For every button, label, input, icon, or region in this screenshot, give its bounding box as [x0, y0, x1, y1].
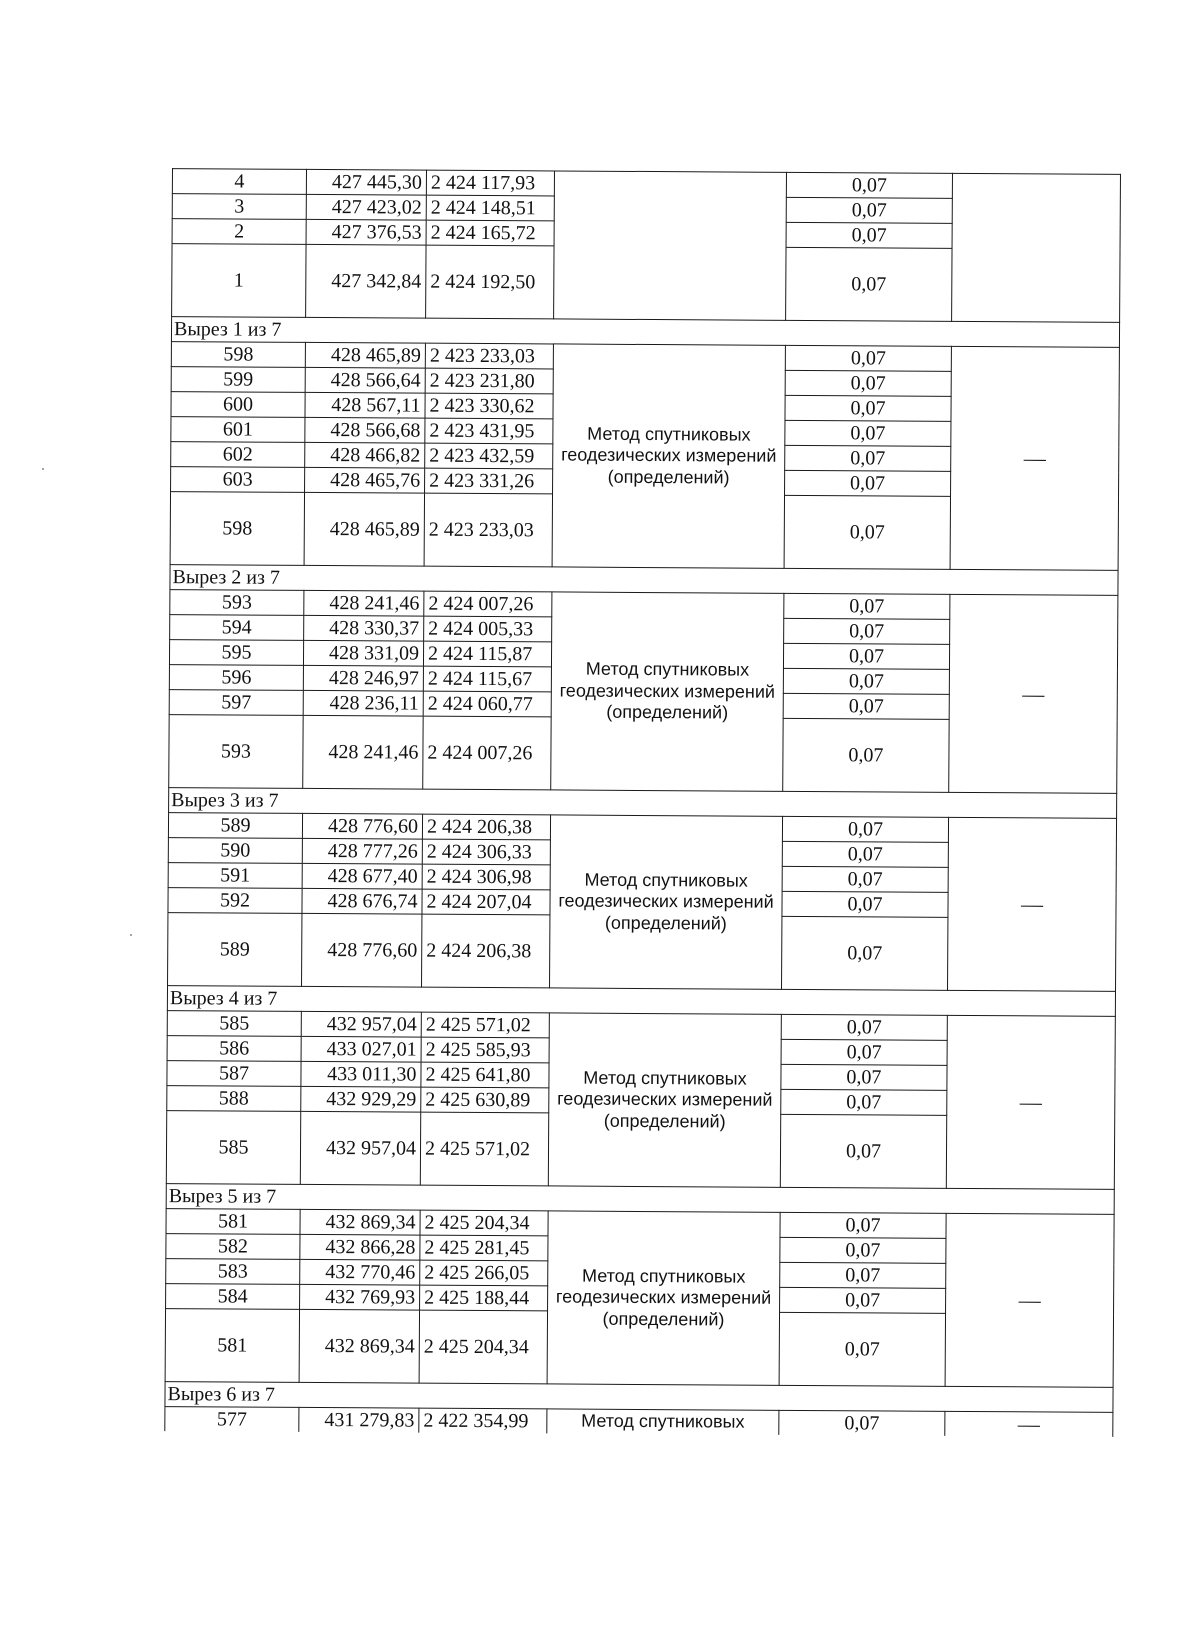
coord-x: 432 869,34	[299, 1309, 419, 1383]
section-title: Вырез 5 из 7	[166, 1184, 1114, 1215]
coord-x: 428 331,09	[303, 640, 423, 666]
point-number: 1	[172, 244, 306, 318]
coord-y: 2 423 432,59	[425, 443, 553, 469]
point-number: 592	[168, 888, 302, 914]
coord-x: 432 866,28	[300, 1234, 420, 1260]
point-number: 586	[167, 1036, 301, 1062]
coord-y: 2 425 266,05	[420, 1260, 548, 1286]
accuracy-value: 0,07	[781, 1014, 947, 1040]
accuracy-value: 0,07	[786, 222, 952, 248]
coord-x: 428 241,46	[304, 590, 424, 616]
accuracy-value: 0,07	[781, 1039, 947, 1065]
coord-x: 431 279,83	[299, 1407, 419, 1432]
coord-y: 2 423 330,62	[425, 393, 553, 419]
coord-x: 428 566,68	[305, 417, 425, 443]
point-number: 600	[171, 392, 305, 418]
document-page	[164, 168, 1120, 1437]
method-cell: Метод спутниковых геодезических измерений (определений)	[552, 344, 785, 568]
coord-x: 427 423,02	[306, 194, 426, 220]
accuracy-value: 0,07	[781, 1064, 947, 1090]
accuracy-value: 0,07	[781, 1089, 947, 1115]
coord-x: 432 957,04	[300, 1111, 420, 1185]
accuracy-value: 0,07	[780, 1237, 946, 1263]
coord-y: 2 422 354,99	[419, 1408, 547, 1433]
accuracy-value: 0,07	[785, 420, 951, 446]
coord-x: 428 465,76	[305, 467, 425, 493]
point-number: 577	[165, 1407, 299, 1432]
coord-y: 2 423 331,26	[425, 468, 553, 494]
point-number: 601	[171, 417, 305, 443]
coord-y: 2 425 585,93	[421, 1037, 549, 1063]
coord-x: 428 777,26	[302, 838, 422, 864]
coord-y: 2 424 115,67	[423, 666, 551, 692]
accuracy-value: 0,07	[780, 1212, 946, 1238]
accuracy-value: 0,07	[785, 470, 951, 496]
accuracy-value: 0,07	[782, 816, 948, 842]
coord-x: 433 011,30	[301, 1061, 421, 1087]
point-number: 582	[166, 1234, 300, 1260]
coord-y: 2 425 630,89	[421, 1087, 549, 1113]
coord-y: 2 425 641,80	[421, 1062, 549, 1088]
coord-x: 432 929,29	[301, 1086, 421, 1112]
coord-x: 428 776,60	[302, 813, 422, 839]
point-number: 597	[169, 690, 303, 716]
accuracy-value: 0,07	[783, 668, 949, 694]
coord-x: 428 566,64	[305, 367, 425, 393]
extra-cell	[952, 173, 1121, 322]
accuracy-value: 0,07	[780, 1262, 946, 1288]
coord-y: 2 424 206,38	[422, 814, 550, 840]
coord-x: 428 677,40	[302, 863, 422, 889]
accuracy-value: 0,07	[786, 172, 952, 198]
coord-y: 2 425 281,45	[420, 1235, 548, 1261]
accuracy-value: 0,07	[780, 1114, 946, 1188]
coord-x: 428 465,89	[305, 342, 425, 368]
coord-x: 432 957,04	[301, 1011, 421, 1037]
extra-cell: —	[946, 1015, 1115, 1189]
coord-y: 2 424 115,87	[423, 641, 551, 667]
coord-y: 2 424 206,38	[422, 914, 550, 988]
coord-y: 2 424 207,04	[422, 889, 550, 915]
accuracy-value: 0,07	[780, 1287, 946, 1313]
coord-x: 432 869,34	[300, 1209, 420, 1235]
coord-y: 2 424 005,33	[424, 616, 552, 642]
coord-x: 428 236,11	[303, 690, 423, 716]
coord-x: 428 466,82	[305, 442, 425, 468]
method-cell: Метод спутниковых геодезических измерений (определений)	[551, 592, 784, 791]
point-number: 603	[171, 467, 305, 493]
coord-y: 2 424 148,51	[426, 195, 554, 221]
point-number: 596	[169, 665, 303, 691]
coord-x: 427 376,53	[306, 219, 426, 245]
point-number: 588	[167, 1086, 301, 1112]
accuracy-value: 0,07	[783, 643, 949, 669]
point-number: 590	[168, 838, 302, 864]
point-number: 583	[166, 1259, 300, 1285]
accuracy-value: 0,07	[783, 718, 949, 792]
coord-y: 2 423 431,95	[425, 418, 553, 444]
accuracy-value: 0,07	[782, 891, 948, 917]
coord-x: 428 776,60	[302, 913, 422, 987]
accuracy-value: 0,07	[779, 1410, 945, 1436]
point-number: 598	[170, 492, 304, 566]
accuracy-value: 0,07	[783, 693, 949, 719]
coord-y: 2 424 007,26	[423, 716, 551, 790]
point-number: 584	[166, 1284, 300, 1310]
accuracy-value: 0,07	[782, 866, 948, 892]
point-number: 591	[168, 863, 302, 889]
extra-cell: —	[949, 594, 1118, 793]
coord-y: 2 424 192,50	[426, 245, 554, 319]
coord-y: 2 424 306,33	[422, 839, 550, 865]
point-number: 585	[166, 1111, 300, 1185]
accuracy-value: 0,07	[784, 495, 950, 569]
coord-y: 2 423 231,80	[425, 368, 553, 394]
coord-y: 2 424 060,77	[423, 691, 551, 717]
point-number: 589	[168, 813, 302, 839]
coord-y: 2 423 233,03	[425, 343, 553, 369]
table-row	[165, 1407, 1113, 1437]
accuracy-value: 0,07	[786, 197, 952, 223]
point-number: 599	[171, 367, 305, 393]
accuracy-value: 0,07	[785, 395, 951, 421]
method-cell: Метод спутниковых геодезических измерений (определений)	[548, 1013, 781, 1187]
point-number: 593	[169, 715, 303, 789]
point-number: 585	[167, 1011, 301, 1037]
extra-cell: —	[950, 346, 1119, 570]
coord-y: 2 425 571,02	[420, 1112, 548, 1186]
accuracy-value: 0,07	[785, 445, 951, 471]
point-number: 3	[172, 194, 306, 220]
method-cell: Метод спутниковых геодезических измерений (определений)	[547, 1211, 780, 1385]
coord-y: 2 424 117,93	[426, 170, 554, 196]
point-number: 598	[171, 342, 305, 368]
coord-x: 428 567,11	[305, 392, 425, 418]
coord-x: 427 445,30	[306, 169, 426, 195]
coord-y: 2 425 188,44	[420, 1285, 548, 1311]
coord-x: 432 770,46	[300, 1259, 420, 1285]
coord-x: 427 342,84	[306, 244, 426, 318]
section-title: Вырез 4 из 7	[167, 986, 1115, 1017]
coord-x: 433 027,01	[301, 1036, 421, 1062]
extra-cell: —	[945, 1411, 1113, 1437]
accuracy-value: 0,07	[784, 593, 950, 619]
extra-cell: —	[945, 1213, 1114, 1387]
accuracy-value: 0,07	[786, 247, 952, 321]
coord-x: 428 241,46	[303, 715, 423, 789]
coord-y: 2 425 204,34	[420, 1210, 548, 1236]
method-cell: Метод спутниковых геодезических измерений (определений)	[550, 815, 783, 989]
point-number: 594	[170, 615, 304, 641]
section-title: Вырез 2 из 7	[170, 565, 1118, 596]
coord-y: 2 424 007,26	[424, 591, 552, 617]
coord-y: 2 423 233,03	[424, 493, 552, 567]
coord-x: 432 769,93	[300, 1284, 420, 1310]
coord-x: 428 330,37	[304, 615, 424, 641]
point-number: 587	[167, 1061, 301, 1087]
section-title: Вырез 1 из 7	[171, 317, 1119, 348]
point-number: 593	[170, 590, 304, 616]
coord-y: 2 425 571,02	[421, 1012, 549, 1038]
coord-x: 428 246,97	[303, 665, 423, 691]
section-title: Вырез 6 из 7	[165, 1382, 1113, 1413]
point-number: 581	[165, 1309, 299, 1383]
accuracy-value: 0,07	[785, 370, 951, 396]
point-number: 602	[171, 442, 305, 468]
accuracy-value: 0,07	[785, 345, 951, 371]
accuracy-value: 0,07	[784, 618, 950, 644]
method-cell	[554, 171, 787, 320]
coord-x: 428 465,89	[304, 492, 424, 566]
point-number: 4	[172, 169, 306, 195]
scan-speck	[130, 934, 132, 936]
extra-cell: —	[948, 817, 1117, 991]
coord-y: 2 424 165,72	[426, 220, 554, 246]
accuracy-value: 0,07	[782, 916, 948, 990]
point-number: 2	[172, 219, 306, 245]
coord-y: 2 425 204,34	[419, 1310, 547, 1384]
method-cell: Метод спутниковых	[547, 1409, 779, 1435]
coord-y: 2 424 306,98	[422, 864, 550, 890]
point-number: 589	[168, 913, 302, 987]
point-number: 581	[166, 1209, 300, 1235]
point-number: 595	[169, 640, 303, 666]
coord-x: 428 676,74	[302, 888, 422, 914]
accuracy-value: 0,07	[779, 1312, 945, 1386]
scan-speck	[42, 468, 44, 470]
coordinates-table	[164, 168, 1121, 1437]
section-title: Вырез 3 из 7	[169, 788, 1117, 819]
accuracy-value: 0,07	[782, 841, 948, 867]
